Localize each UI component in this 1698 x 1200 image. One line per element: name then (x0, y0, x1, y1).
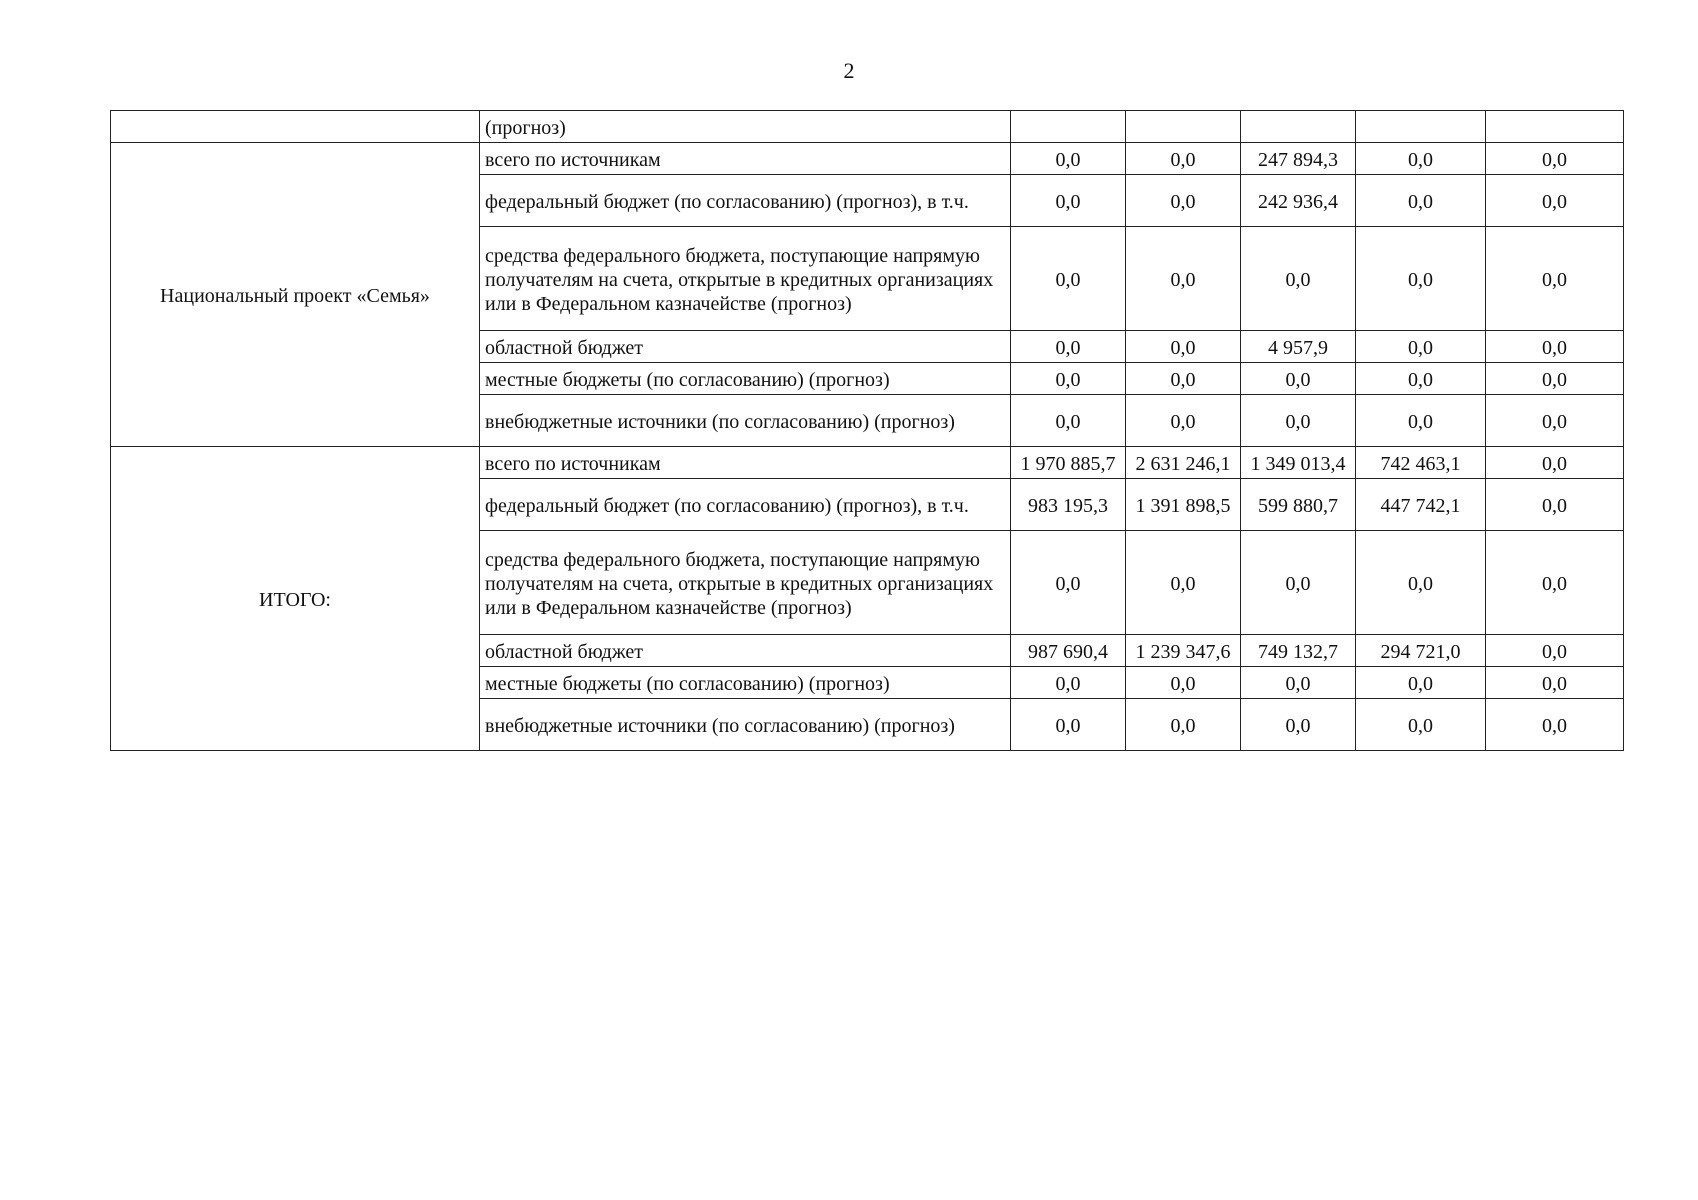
value-cell: 0,0 (1486, 479, 1624, 531)
value-cell: 0,0 (1486, 395, 1624, 447)
value-cell: 742 463,1 (1356, 447, 1486, 479)
value-cell: 0,0 (1241, 227, 1356, 331)
value-cell: 0,0 (1356, 531, 1486, 635)
value-cell: 0,0 (1011, 143, 1126, 175)
value-cell-empty (1126, 111, 1241, 143)
table-row (111, 447, 1624, 479)
value-cell: 0,0 (1356, 667, 1486, 699)
source-cell: всего по источникам (480, 143, 1011, 175)
value-cell: 0,0 (1011, 395, 1126, 447)
value-cell: 242 936,4 (1241, 175, 1356, 227)
value-cell: 0,0 (1356, 699, 1486, 751)
value-cell: 1 391 898,5 (1126, 479, 1241, 531)
source-cell: внебюджетные источники (по согласованию) (прогноз) (480, 699, 1011, 751)
value-cell: 0,0 (1126, 363, 1241, 395)
value-cell: 0,0 (1126, 395, 1241, 447)
value-cell-empty (1356, 111, 1486, 143)
source-cell: местные бюджеты (по согласованию) (прогноз) (480, 667, 1011, 699)
value-cell: 0,0 (1011, 699, 1126, 751)
page-number: 2 (843, 58, 855, 83)
value-cell: 0,0 (1356, 227, 1486, 331)
value-cell: 0,0 (1486, 635, 1624, 667)
value-cell: 0,0 (1241, 363, 1356, 395)
source-cell: внебюджетные источники (по согласованию) (прогноз) (480, 395, 1011, 447)
source-cell: федеральный бюджет (по согласованию) (прогноз), в т.ч. (480, 175, 1011, 227)
value-cell: 1 970 885,7 (1011, 447, 1126, 479)
value-cell: 0,0 (1011, 667, 1126, 699)
value-cell: 0,0 (1356, 175, 1486, 227)
value-cell-empty (1486, 111, 1624, 143)
source-cell: средства федерального бюджета, поступающие напрямую получателям на счета, открытые в кредитных организациях или в Федеральном казначействе (прогноз) (480, 531, 1011, 635)
source-cell: местные бюджеты (по согласованию) (прогноз) (480, 363, 1011, 395)
value-cell: 0,0 (1126, 531, 1241, 635)
value-cell: 4 957,9 (1241, 331, 1356, 363)
value-cell: 0,0 (1486, 447, 1624, 479)
value-cell: 0,0 (1011, 331, 1126, 363)
value-cell-empty (1241, 111, 1356, 143)
value-cell: 0,0 (1486, 143, 1624, 175)
value-cell: 0,0 (1126, 175, 1241, 227)
value-cell: 0,0 (1241, 531, 1356, 635)
value-cell: 983 195,3 (1011, 479, 1126, 531)
source-cell: всего по источникам (480, 447, 1011, 479)
source-cell: (прогноз) (480, 111, 1011, 143)
value-cell: 0,0 (1011, 175, 1126, 227)
value-cell: 447 742,1 (1356, 479, 1486, 531)
table-row (111, 143, 1624, 175)
value-cell: 0,0 (1486, 175, 1624, 227)
value-cell: 599 880,7 (1241, 479, 1356, 531)
value-cell: 0,0 (1486, 531, 1624, 635)
value-cell: 0,0 (1356, 363, 1486, 395)
value-cell: 749 132,7 (1241, 635, 1356, 667)
value-cell: 1 239 347,6 (1126, 635, 1241, 667)
section-cell-empty (111, 111, 480, 143)
value-cell: 0,0 (1241, 667, 1356, 699)
value-cell: 0,0 (1011, 227, 1126, 331)
value-cell: 0,0 (1486, 363, 1624, 395)
value-cell: 0,0 (1486, 699, 1624, 751)
value-cell: 2 631 246,1 (1126, 447, 1241, 479)
value-cell: 0,0 (1126, 227, 1241, 331)
value-cell: 0,0 (1356, 395, 1486, 447)
value-cell: 0,0 (1356, 143, 1486, 175)
source-cell: средства федерального бюджета, поступающие напрямую получателям на счета, открытые в кредитных организациях или в Федеральном казначействе (прогноз) (480, 227, 1011, 331)
value-cell: 0,0 (1126, 667, 1241, 699)
value-cell: 0,0 (1356, 331, 1486, 363)
value-cell: 1 349 013,4 (1241, 447, 1356, 479)
value-cell: 987 690,4 (1011, 635, 1126, 667)
value-cell: 0,0 (1126, 331, 1241, 363)
value-cell: 0,0 (1241, 395, 1356, 447)
value-cell: 247 894,3 (1241, 143, 1356, 175)
source-cell: областной бюджет (480, 331, 1011, 363)
value-cell: 0,0 (1011, 531, 1126, 635)
section-name-total: ИТОГО: (111, 447, 480, 751)
value-cell: 0,0 (1241, 699, 1356, 751)
value-cell: 0,0 (1126, 699, 1241, 751)
value-cell: 0,0 (1011, 363, 1126, 395)
source-cell: областной бюджет (480, 635, 1011, 667)
value-cell: 0,0 (1486, 331, 1624, 363)
source-cell: федеральный бюджет (по согласованию) (прогноз), в т.ч. (480, 479, 1011, 531)
section-name-national-project: Национальный проект «Семья» (111, 143, 480, 447)
value-cell: 0,0 (1486, 227, 1624, 331)
table-row-continuation (111, 111, 1624, 143)
value-cell-empty (1011, 111, 1126, 143)
budget-table (110, 110, 1624, 751)
value-cell: 0,0 (1486, 667, 1624, 699)
value-cell: 0,0 (1126, 143, 1241, 175)
value-cell: 294 721,0 (1356, 635, 1486, 667)
